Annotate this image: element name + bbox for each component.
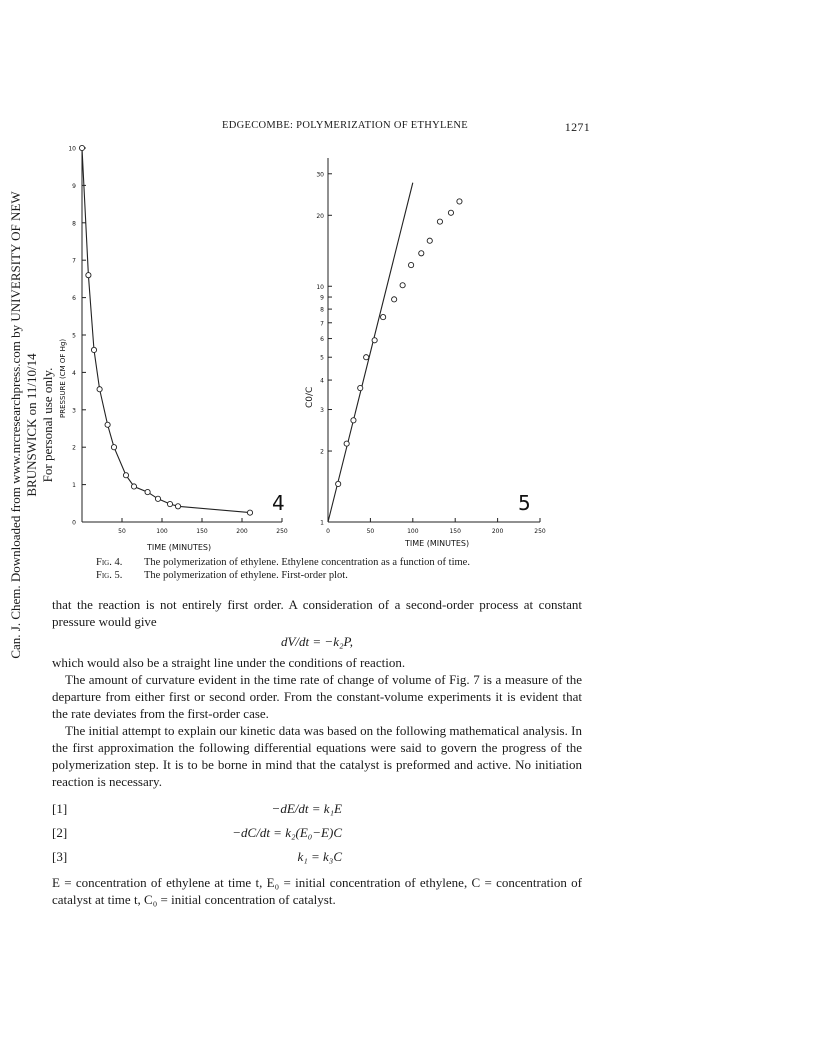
equation-number: [3] <box>52 848 68 864</box>
fig4-data-point <box>145 489 150 494</box>
fig5-data-point <box>372 338 377 343</box>
equation-expression: −dE/dt = k₁E <box>271 800 342 816</box>
fig5-y-tick-label: 1 <box>320 519 324 527</box>
paragraph: The amount of curvature evident in the time rate of change of volume of Fig. 7 is a measure of the departure from either first or second order. From the constant-volume experiments it is evident that the rate deviates from the first-order case. <box>52 672 582 721</box>
fig4-y-tick-label: 5 <box>72 332 76 340</box>
fig5-x-tick-label: 250 <box>534 528 546 535</box>
fig5-data-point <box>437 219 442 224</box>
fig4-y-tick-label: 2 <box>72 444 76 452</box>
fig4-x-tick-label: 50 <box>118 528 126 535</box>
caption-fig4 <box>96 556 616 569</box>
fig5-y-tick-label: 3 <box>320 407 324 415</box>
fig5-x-tick-label: 100 <box>407 528 419 535</box>
fig4-x-axis-label: TIME (MINUTES) <box>147 543 212 552</box>
fig5-first-order-line <box>328 183 413 522</box>
caption-label: Fig. 5. <box>96 570 123 581</box>
equation-number: [1] <box>52 800 68 816</box>
fig5-data-point <box>457 199 462 204</box>
equation-row <box>52 796 582 820</box>
fig4-x-tick-label: 150 <box>196 528 208 535</box>
equation-row <box>52 820 582 844</box>
equation-expression: k₁ = k₃C <box>297 848 342 864</box>
fig5-y-tick-label: 9 <box>320 294 324 302</box>
fig5-data-point <box>344 441 349 446</box>
paragraph: which would also be a straight line under the conditions of reaction. <box>52 655 406 670</box>
fig5-data-point <box>392 297 397 302</box>
fig4-data-point <box>155 496 160 501</box>
fig5-y-tick-label: 5 <box>320 354 324 362</box>
fig4-panel-label: 4 <box>272 491 285 515</box>
equation-expression: −dC/dt = k₂(E₀−E)C <box>232 824 342 840</box>
fig5-x-tick-label: 200 <box>491 528 504 535</box>
caption-label: Fig. 4. <box>96 557 123 568</box>
fig4-y-tick-label: 4 <box>72 369 76 377</box>
fig5-data-point <box>409 262 414 267</box>
fig5-y-tick-label: 20 <box>316 212 324 220</box>
figure-captions <box>96 556 616 582</box>
fig5-y-tick-label: 8 <box>320 306 324 314</box>
fig5-data-point <box>427 238 432 243</box>
paragraph: E = concentration of ethylene at time t, E₀ = initial concentration of ethylene, C = concentration of catalyst at time t, C₀ = initial concentration of catalyst. <box>52 875 582 907</box>
fig4-data-point <box>111 445 116 450</box>
fig4-data-point <box>105 422 110 427</box>
fig5-data-point <box>364 355 369 360</box>
equation-number: [2] <box>52 824 68 840</box>
side-note-line2: For personal use only. <box>40 367 55 483</box>
fig4-data-point <box>123 473 128 478</box>
fig5-data-point <box>400 283 405 288</box>
fig4-y-tick-label: 10 <box>68 145 76 153</box>
fig4-data-point <box>131 484 136 489</box>
fig5-x-tick-label: 0 <box>326 528 330 535</box>
body-text <box>52 596 582 908</box>
fig4-fitted-curve <box>82 148 250 513</box>
fig5-data-point <box>448 210 453 215</box>
fig5-y-tick-label: 2 <box>320 448 324 456</box>
fig4-y-tick-label: 8 <box>72 220 76 228</box>
header-title: EDGECOMBE: POLYMERIZATION OF ETHYLENE <box>222 120 468 131</box>
fig5-data-point <box>358 385 363 390</box>
fig4-y-tick-label: 6 <box>72 295 76 303</box>
fig5-panel-label: 5 <box>518 491 531 515</box>
caption-text: The polymerization of ethylene. First-order plot. <box>144 570 348 581</box>
fig5-y-tick-label: 4 <box>320 377 324 385</box>
fig4-data-point <box>79 145 84 150</box>
fig4-y-tick-label: 3 <box>72 407 76 415</box>
fig5-y-tick-label: 6 <box>320 336 324 344</box>
equation-row <box>52 844 582 868</box>
fig5-data-point <box>381 314 386 319</box>
fig5-x-tick-label: 150 <box>449 528 461 535</box>
fig4-y-axis-label: PRESSURE (CM OF Hg) <box>59 338 67 418</box>
fig4-data-point <box>175 504 180 509</box>
fig5-data-point <box>351 418 356 423</box>
fig4-data-point <box>97 387 102 392</box>
fig4-x-tick-label: 100 <box>156 528 168 535</box>
fig4-x-tick-label: 200 <box>236 528 248 535</box>
fig4-x-tick-label: 250 <box>276 528 288 535</box>
fig4-y-tick-label: 9 <box>72 182 76 190</box>
page-number: 1271 <box>564 120 590 134</box>
fig5-y-tick-label: 7 <box>320 320 324 328</box>
side-note-line1: Can. J. Chem. Downloaded from www.nrcresearchpress.com by UNIVERSITY OF NEW BRUNSWICK on 11/10/14 <box>8 191 39 659</box>
fig4-data-point <box>86 273 91 278</box>
caption-fig5 <box>96 569 616 582</box>
fig4-y-tick-label: 7 <box>72 257 76 265</box>
fig5-y-tick-label: 10 <box>316 283 324 291</box>
figure-5-chart <box>300 150 550 560</box>
fig4-y-tick-label: 0 <box>72 519 76 527</box>
fig5-data-point <box>419 251 424 256</box>
caption-text: The polymerization of ethylene. Ethylene concentration as a function of time. <box>144 557 470 568</box>
download-side-note <box>0 190 55 660</box>
fig4-data-point <box>167 501 172 506</box>
fig5-y-axis-label: C0/C <box>305 386 315 408</box>
fig4-y-tick-label: 1 <box>72 482 76 490</box>
paragraph: The initial attempt to explain our kinetic data was based on the following mathematical analysis. In the first approximation the following differential equations were said to govern the progress of the polymerization step. It is to be borne in mind that the catalyst is preformed and active. No initiation reaction is necessary. <box>52 723 582 789</box>
paragraph: that the reaction is not entirely first order. A consideration of a second-order process at constant pressure would give <box>52 597 582 629</box>
fig4-data-point <box>247 510 252 515</box>
fig4-data-point <box>91 347 96 352</box>
fig5-data-point <box>336 481 341 486</box>
figure-4-chart <box>52 140 292 560</box>
fig5-x-tick-label: 50 <box>366 528 375 535</box>
equation-list <box>52 796 582 868</box>
fig5-x-axis-label: TIME (MINUTES) <box>405 539 470 548</box>
fig5-y-tick-label: 30 <box>316 171 324 179</box>
equation-dvdt: dV/dt = −k₂P, <box>280 634 353 649</box>
